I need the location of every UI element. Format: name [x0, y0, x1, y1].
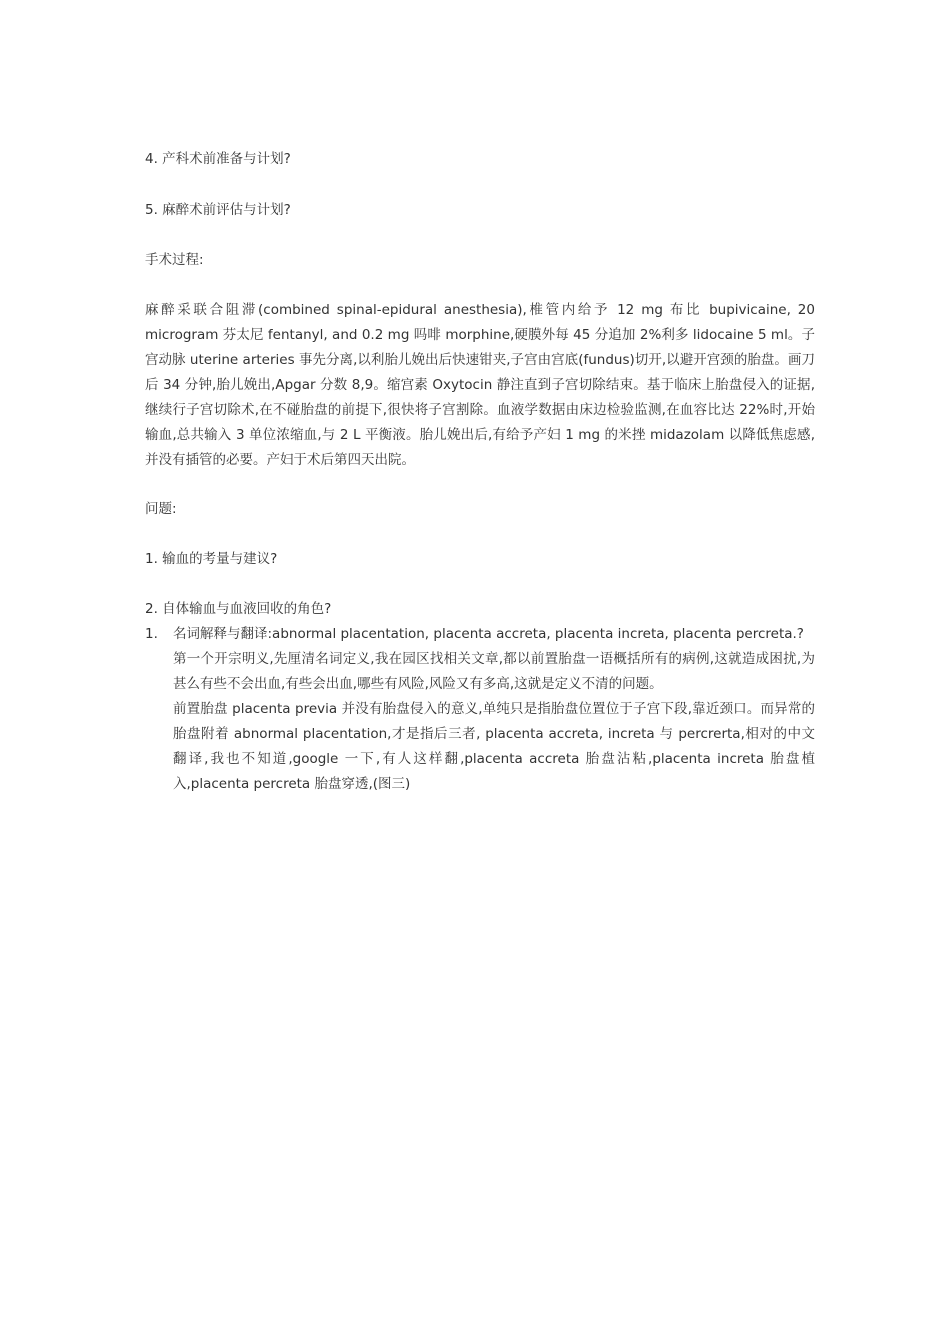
question-2: 2. 自体输血与血液回收的角色? — [145, 601, 332, 617]
questions-heading: 问题: — [145, 501, 177, 517]
question-1: 1. 输血的考量与建议? — [145, 551, 278, 567]
surgery-heading: 手术过程: — [145, 252, 204, 268]
list-paragraph-1: 第一个开宗明义,先厘清名词定义,我在园区找相关文章,都以前置胎盘一语概括所有的病例,这就造成困扰,为甚么有些不会出血,有些会出血,哪些有风险,风险又有多高,这就是定义不清的问题。 — [173, 651, 815, 692]
list-number: 1. — [145, 626, 158, 642]
question-4: 4. 产科术前准备与计划? — [145, 151, 291, 167]
list-body — [173, 622, 815, 797]
surgery-paragraph: 麻醉采联合阻滞(combined spinal-epidural anesthesia),椎管内给予 12 mg 布比 bupivicaine, 20 microgram 芬太尼 fentanyl, and 0.2 mg 吗啡 morphine,硬膜外每 45 分追加 2%利多 lidocaine 5 ml。子宫动脉 uterine arteries 事先分离,以利胎儿娩出后快速钳夹,子宫由宫底(fundus)切开,以避开宫颈的胎盘。画刀后 34 分钟,胎儿娩出,Apgar 分数 8,9。缩宫素 Oxytocin 静注直到子宫切除结束。基于临床上胎盘侵入的证据,继续行子宫切除术,在不碰胎盘的前提下,很快将子宫割除。血液学数据由床边检验监测,在血容比达 22%时,开始输血,总共输入 3 单位浓缩血,与 2 L 平衡液。胎儿娩出后,有给予产妇 1 mg 的米挫 midazolam 以降低焦虑感,并没有插管的必要。产妇于术后第四天出院。 — [145, 302, 815, 468]
list-paragraph-2: 前置胎盘 placenta previa 并没有胎盘侵入的意义,单纯只是指胎盘位置位于子宫下段,靠近颈口。而异常的胎盘附着 abnormal placentation,才是指后三者, placenta accreta, increta 与 percrerta,相对的中文翻译,我也不知道,google 一下,有人这样翻,placenta accreta 胎盘沾粘,placenta increta 胎盘植入,placenta percreta 胎盘穿透,(图三) — [173, 701, 815, 792]
question-5: 5. 麻醉术前评估与计划? — [145, 202, 291, 218]
list-title: 名词解释与翻译:abnormal placentation, placenta accreta, placenta increta, placenta percreta.? — [173, 626, 804, 642]
definition-list-item — [145, 622, 815, 797]
